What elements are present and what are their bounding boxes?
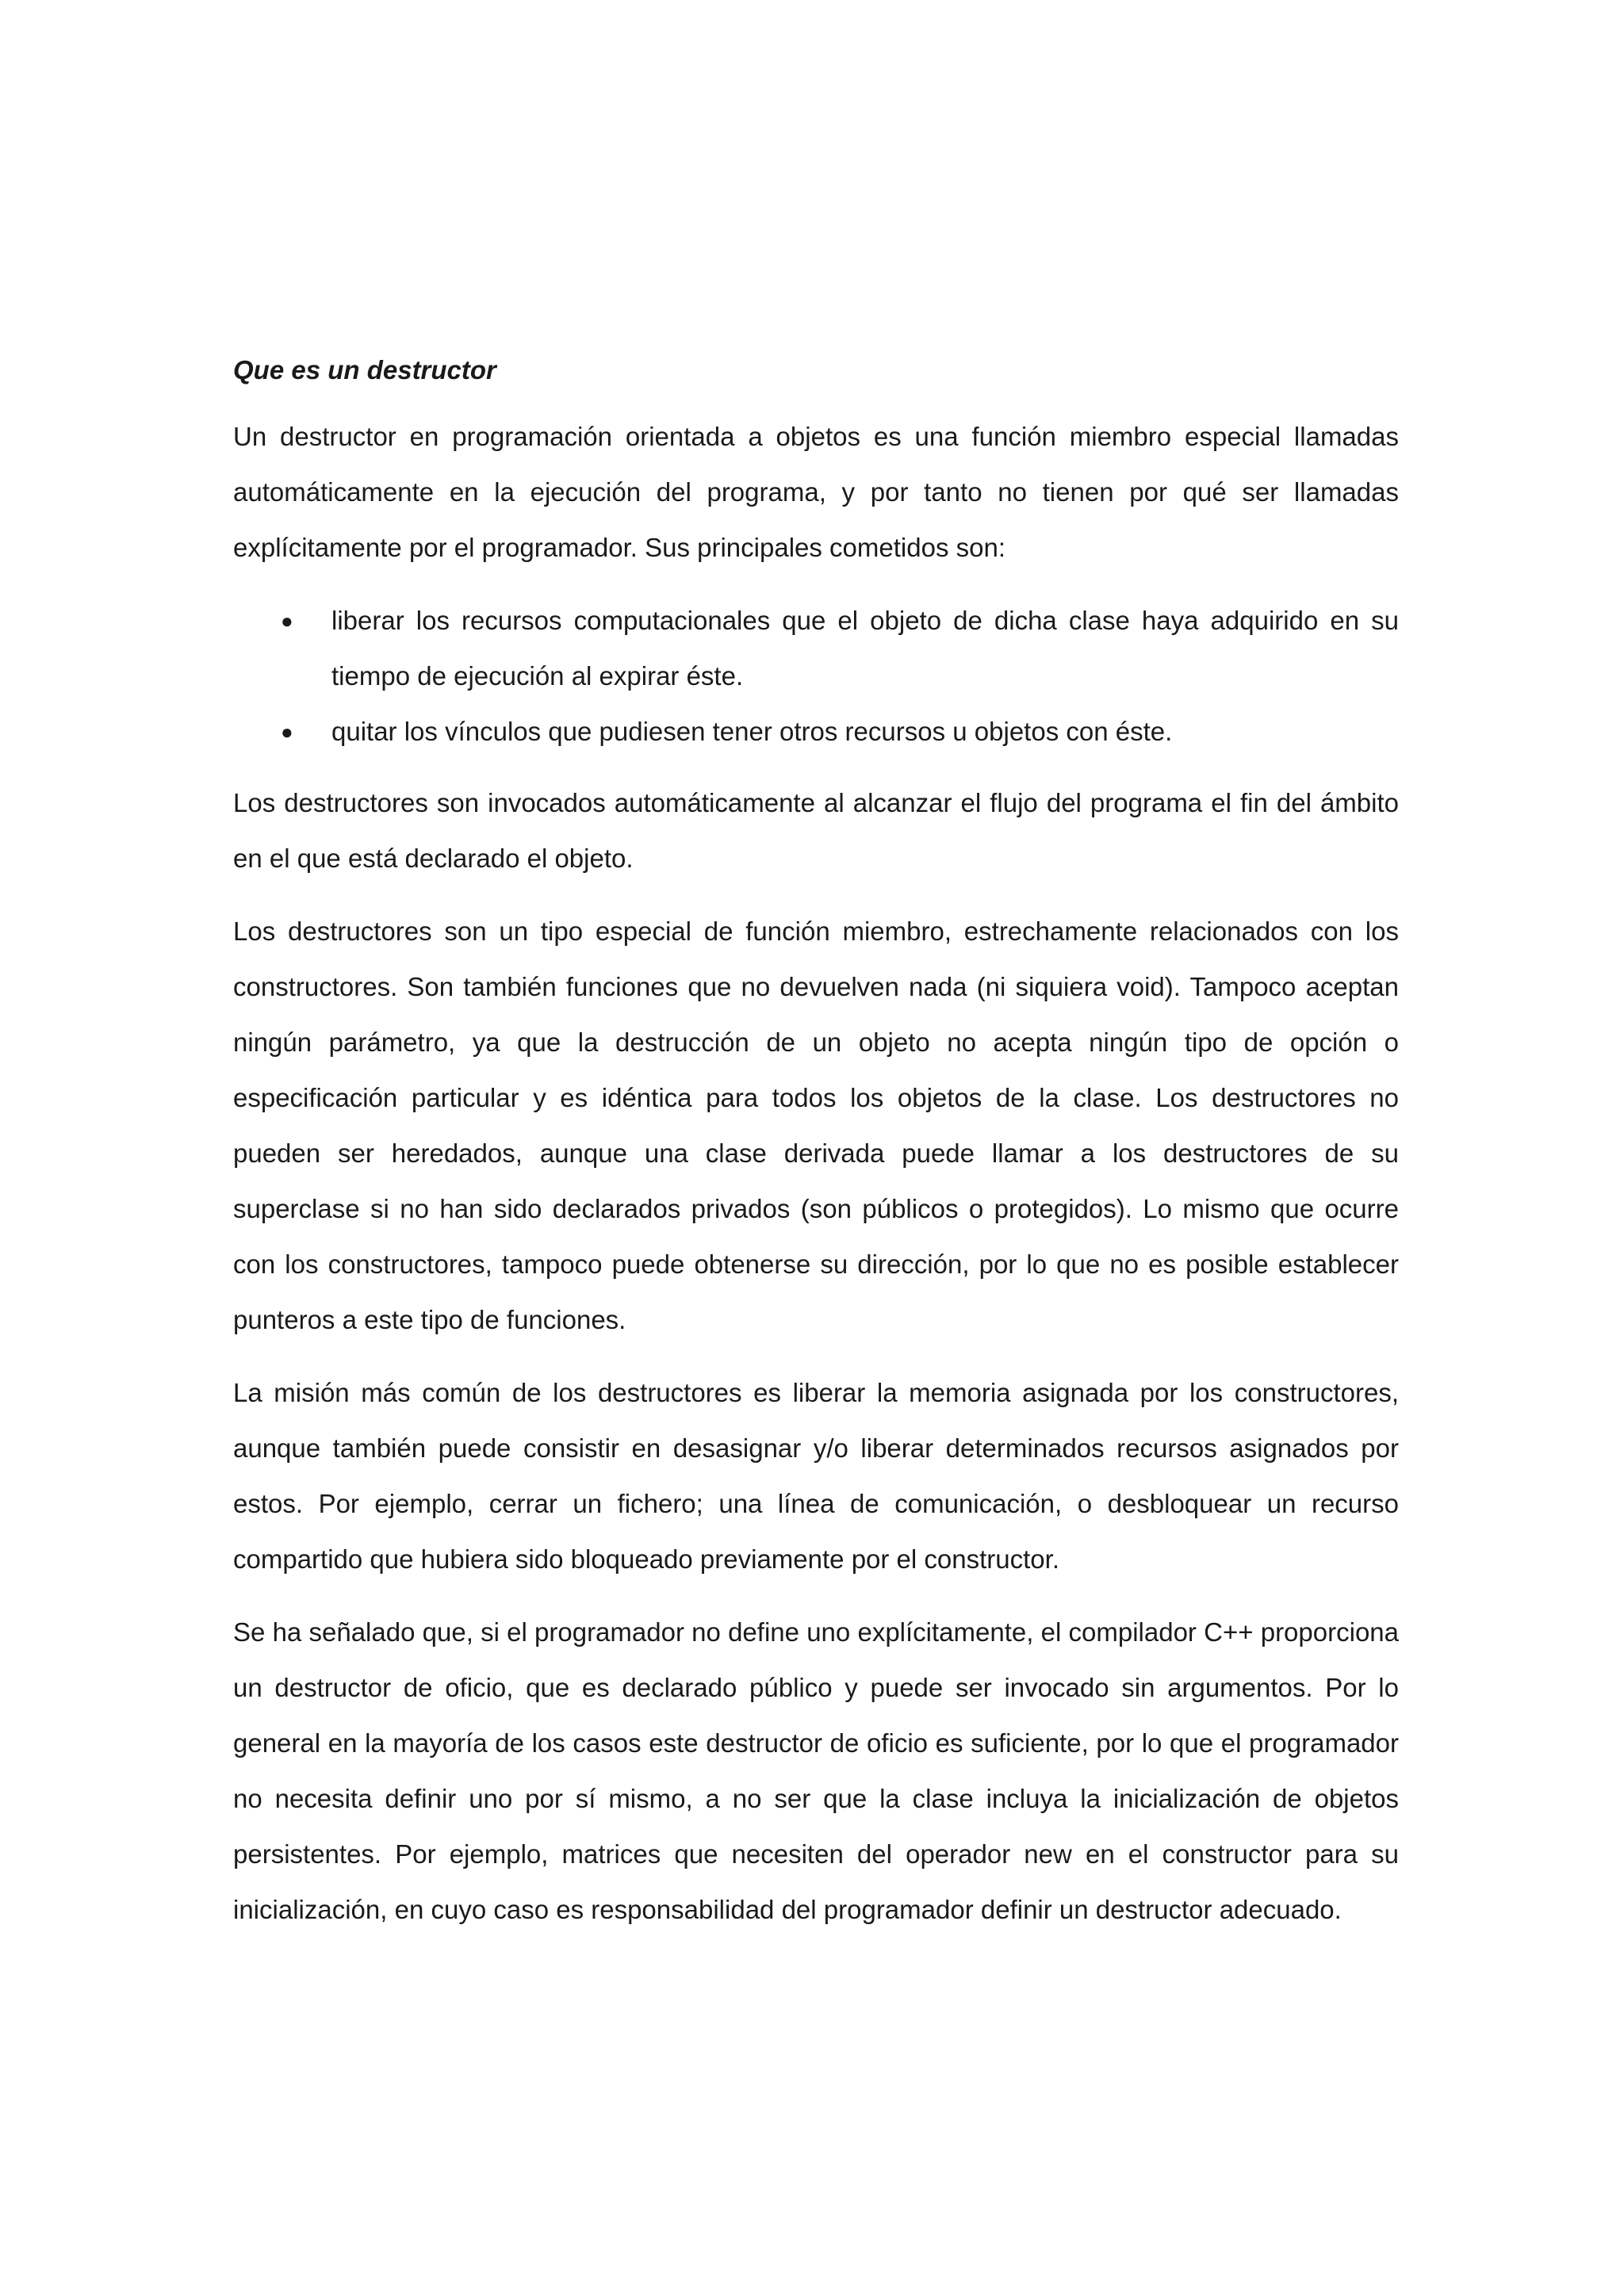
paragraph-scope: Los destructores son invocados automáticamente al alcanzar el flujo del programa el fin del ámbito en el que está declarado el objeto. (233, 788, 1399, 873)
intro-paragraph: Un destructor en programación orientada a objetos es una función miembro especial llamadas automáticamente en la ejecución del programa, y por tanto no tienen por qué ser llamadas explícitamente por el programador. Sus principales cometidos son: (233, 422, 1399, 562)
bullet-icon: ● (281, 720, 293, 744)
paragraph-member-function: Los destructores son un tipo especial de función miembro, estrechamente relacionados con los constructores. Son también funciones que no devuelven nada (ni siquiera void). Tampoco aceptan ningún parámetro, ya que la destrucción de un objeto no acepta ningún tipo de opción o especificación particular y es idéntica para todos los objetos de la clase. Los destructores no pueden ser heredados, aunque una clase derivada puede llamar a los destructores de su superclase si no han sido declarados privados (son públicos o protegidos). Lo mismo que ocurre con los constructores, tampoco puede obtenerse su dirección, por lo que no es posible establecer punteros a este tipo de funciones. (233, 916, 1399, 1334)
paragraph-default-destructor: Se ha señalado que, si el programador no define uno explícitamente, el compilador C++ proporciona un destructor de oficio, que es declarado público y puede ser invocado sin argumentos. Por lo general en la mayoría de los casos este destructor de oficio es suficiente, por lo que el programador no necesita definir uno por sí mismo, a no ser que la clase incluya la inicialización de objetos persistentes. Por ejemplo, matrices que necesiten del operador new en el constructor para su inicialización, en cuyo caso es responsabilidad del programador definir un destructor adecuado. (233, 1617, 1399, 1924)
bullet-item (233, 704, 1399, 760)
bullet-text: liberar los recursos computacionales que el objeto de dicha clase haya adquirido en su tiempo de ejecución al expirar éste. (331, 606, 1399, 691)
bullet-item (233, 593, 1399, 704)
section-heading: Que es un destructor (233, 355, 496, 385)
paragraph-mission: La misión más común de los destructores es liberar la memoria asignada por los constructores, aunque también puede consistir en desasignar y/o liberar determinados recursos asignados por estos. Por ejemplo, cerrar un fichero; una línea de comunicación, o desbloquear un recurso compartido que hubiera sido bloqueado previamente por el constructor. (233, 1378, 1399, 1574)
bullet-text: quitar los vínculos que pudiesen tener otros recursos u objetos con éste. (331, 717, 1173, 746)
bullet-icon: ● (281, 609, 293, 633)
document-body (233, 342, 1399, 1938)
bullet-list (233, 593, 1399, 760)
